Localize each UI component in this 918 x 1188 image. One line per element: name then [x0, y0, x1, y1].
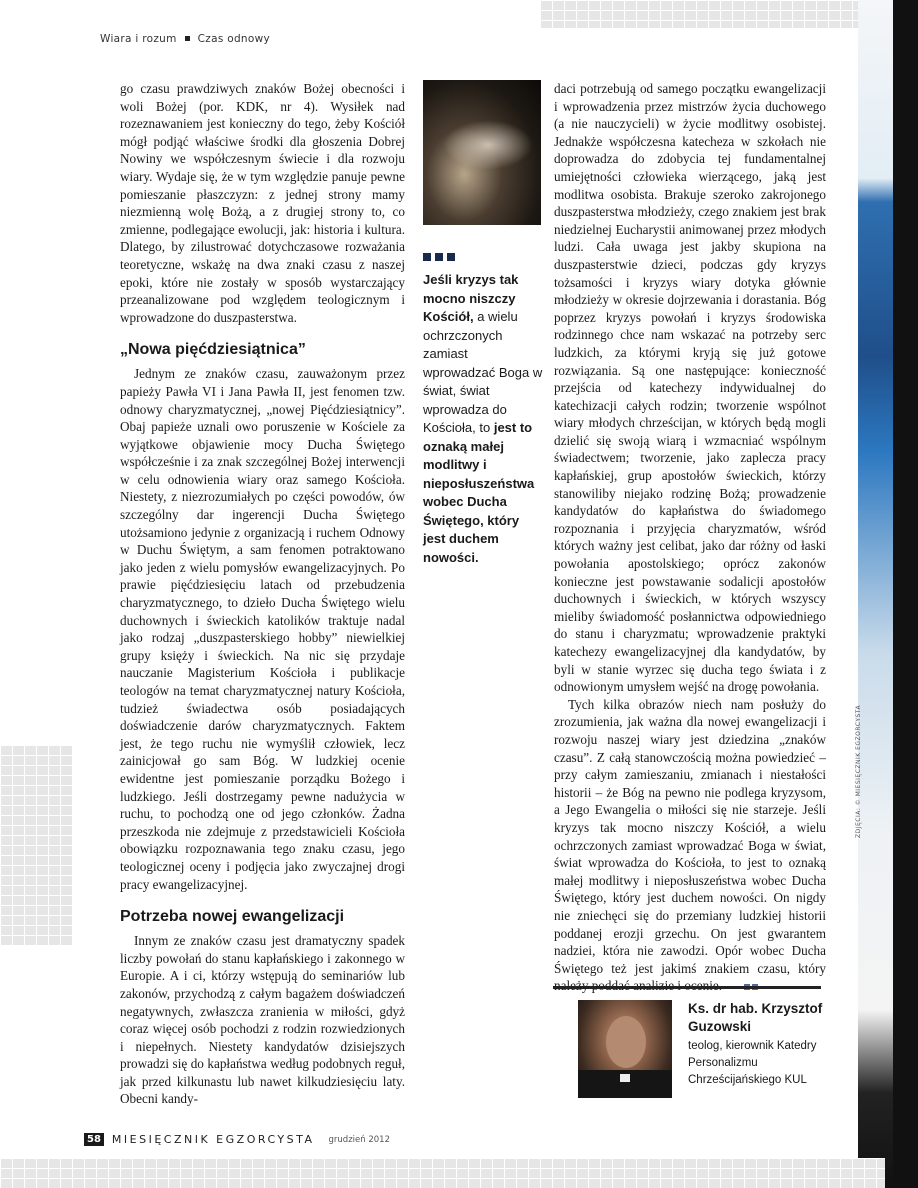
left-text-column	[120, 80, 405, 1108]
magazine-name: MIESIĘCZNIK EGZORCYSTA	[111, 1133, 315, 1146]
page-number: 58	[84, 1133, 104, 1146]
decorative-pattern-left	[0, 745, 72, 945]
paragraph: Innym ze znaków czasu jest dramatyczny spadek liczby powołań do stanu kapłańskiego i zakonnego w Europie. A i ci, którzy wstępują do seminariów lub zakonów, przychodzą z całym bagażem doświadczeń negatywnych, zwłaszcza zranienia w miłości, gdyż coraz więcej osób pochodzi z rodzin rozwiedzionych i niepełnych. Niestety kandydatów dzisiejszych prowadzi się do kapłaństwa według podobnych reguł, jak przed kilkunastu lub nawet kilkudziesięciu laty. Obecni kandy-	[120, 933, 405, 1107]
subsection-label: Czas odnowy	[197, 33, 271, 45]
pull-quote-text: a wielu ochrzczonych zamiast wprowadzać Boga w świat, świat wprowadza do Kościoła, to	[423, 309, 543, 435]
subheading-new-evangelization: Potrzeba nowej ewangelizacji	[120, 908, 345, 926]
paragraph: Jednym ze znaków czasu, zauważonym przez papieży Pawła VI i Jana Pawła II, jest fenomen tzw. odnowy charyzmatycznej, „nowej Pięćdziesiątnicy”. Obaj papieże uznali owo poruszenie w Kościele za wyjątkowe objawienie mocy Ducha Świętego współcześnie i za znak szczególnej Bożej interwencji w celu odnowienia wiary oraz samego Kościoła. Niestety, z niezrozumiałych po części powodów, ów szczególny dar ingerencji Ducha Świętego utożsamiono jedynie z organizacją i ruchem Odnowy w Duchu Świętym, a sam fenomen potraktowano jako jeden z wielu pomysłów ewangelizacyjnych. Po prawie pięćdziesięciu latach od przebudzenia charyzmatycznego, to dzieło Ducha Świętego wielu duchownych i świeckich katolików traktuje nadal jako rodzaj „duszpasterskiego hobby” niewielkiej grupy księży i świeckich. Na nic się przydaje nauczanie Magisterium Kościoła i publikacje teologów na temat charyzmatycznej natury Kościoła, tudzież świadectwa osób posiadających doświadczenie darów charyzmatycznych. Faktem jest, że tego ruchu nie wymyślił człowiek, lecz zainicjował go sam Bóg. W ludzkiej ocenie ewidentne jest pomieszanie porządku Bożego i ludzkiego. Jeśli dostrzegamy pewne nadużycia w ruchu, to pochodzą one od jego członków. Żadna przeszkoda nie zdejmuje z przedstawicieli Kościoła obowiązku rozpoznawania tego znaku czasu, jego teologicznej oceny i podjęcia jako zwyczajnej drogi pracy ewangelizacyjnej.	[120, 366, 405, 892]
smoke-photo	[423, 80, 541, 225]
paragraph-text: Tych kilka obrazów niech nam posłuży do zrozumienia, jak ważna dla nowej ewangelizacji i rozwoju naszej wiary jest dziedzina „znaków czasu”. Z całą stanowczością można powiedzieć – przy całym zamieszaniu, zmianach i niestałości historii – że Bóg na pewno nie podlega kryzysom, a Jego Ewangelia o miłości się nie starzeje. Jeśli kryzys tak mocno niszczy Kościół, a wielu ochrzczonych zamiast wprowadzać Boga w świat, świat wprowadza do Kościoła, to jest to oznaką małej modlitwy i nieposłuszeństwa wobec Ducha Świętego, który jest duchem nowości. On nigdy nie zniechęci się do przemiany ludzkiej historii poddanej erozji grzechu. On jest gwarantem nadziei, która nie zawodzi. Opór wobec Ducha Świętego też jest jakimś znakiem czasu, który	[554, 696, 826, 976]
paragraph: daci potrzebują od samego początku ewangelizacji i wprowadzenia przez mistrzów życia duchowego (a nie nauczycieli) w życie modlitwy osobistej. Jednakże współczesna katecheza w szkołach nie doprowadza do zdobycia tej fundamentalnej umiejętności człowieka wierzącego, jaką jest modlitwa osobista. Brakuje szeroko zakrojonego duszpasterstwa młodzieży, czego znakiem jest brak niedzielnej Eucharystii animowanej przez młodych ludzi. Cała uwaga jest jakby skupiona na duszpasterstwie dzieci, podczas gdy kryzys tożsamości i kryzys wiary dotyka głównie młodzieży w okresie dojrzewania i dorastania. Bóg poprzez kryzys powołań i kryzys środowiska rodzinnego chce nam wskazać na potrzeby serc ludzkich, za którymi kryją się już gotowe rozwiązania. Są one następujące: konieczność przejścia od katechezy indywidualnej do katechizacji całych rodzin; tworzenie wspólnot wiary młodych chrześcijan, w których będą mogli dzielić się swoją wiarą i wzmacniać wspólnym świadectwem; tworzenie, jako zaplecza pracy kapłańskiej, grup apostołów świeckich, którzy stanowiliby niejako rodzinę Bożą; prowadzenie kandydatów do kapłaństwa do świadomego rozpoznania i przyjęcia charyzmatów, wśród których ważny jest celibat, jako dar różny od łaski powołania apostolskiego; oprócz zakonów konieczne jest powstawanie sodalicji apostołów duchownych i świeckich, w których wszyscy mieliby świadomość posłannictwa odpowiedniego do stanu i charyzmatu; wprowadzenie praktyki katechezy ewangelizacyjnej dla kandydatów, by byli w stanie wyrzec się ducha tego świata i z odnowionym umysłem wejść na drogę powołania.	[554, 81, 826, 695]
decorative-pattern-top	[540, 0, 880, 28]
decorative-pattern-bottom	[0, 1158, 885, 1188]
author-divider	[553, 986, 821, 989]
author-info	[688, 1000, 828, 1089]
pull-quote-bold: jest to oznaką małej modlitwy i nieposłuszeństwa wobec Ducha Świętego, który jest duchem nowości.	[423, 420, 535, 565]
header-separator	[185, 36, 190, 41]
sidebar-column	[423, 80, 543, 567]
subheading-new-pentecost: „Nowa pięćdziesiątnica”	[120, 341, 306, 359]
paragraph	[554, 696, 826, 995]
section-label: Wiara i rozum	[100, 33, 177, 45]
right-text-column	[554, 80, 826, 995]
author-role: teolog, kierownik Katedry Personalizmu Chrześcijańskiego KUL	[688, 1040, 817, 1086]
pull-quote	[423, 271, 543, 567]
photo-credit: ZDJĘCIA: © MIESIĘCZNIK EGZORCYSTA	[855, 704, 862, 838]
decorative-squares	[423, 253, 543, 261]
author-name: Ks. dr hab. Krzysztof Guzowski	[688, 1001, 823, 1034]
issue-date: grudzień 2012	[328, 1134, 390, 1145]
author-photo	[578, 1000, 672, 1098]
page-shadow	[893, 0, 918, 1188]
pull-quote-bold: Jeśli kryzys tak mocno niszczy Kościół,	[423, 272, 519, 324]
page-footer	[84, 1133, 390, 1146]
section-header	[100, 33, 270, 45]
paragraph: go czasu prawdziwych znaków Bożej obecności i woli Bożej (por. KDK, nr 4). Wysiłek nad rozeznawaniem jest konieczny do tego, żeby Kościół mógł podjąć właściwe środki dla głoszenia Dobrej Nowiny we współczesnym świecie i dla rozwoju wiary. Wydaje się, że w tym względzie panuje pewne pomieszanie płaszczyzn: z jednej strony mamy niezmienną wolę Bożą, a z drugiej strony to, co zmienne, podlegające ewolucji, jak: historia i kultura. Dlatego, by zilustrować dotychczasowe rozważania teoretyczne, wskażę na dwa znaki czasu z naszej epoki, które nie zostały w sposób wystarczający przeanalizowane pod względem teologicznym i wprowadzone do duszpasterstwa.	[120, 81, 405, 325]
